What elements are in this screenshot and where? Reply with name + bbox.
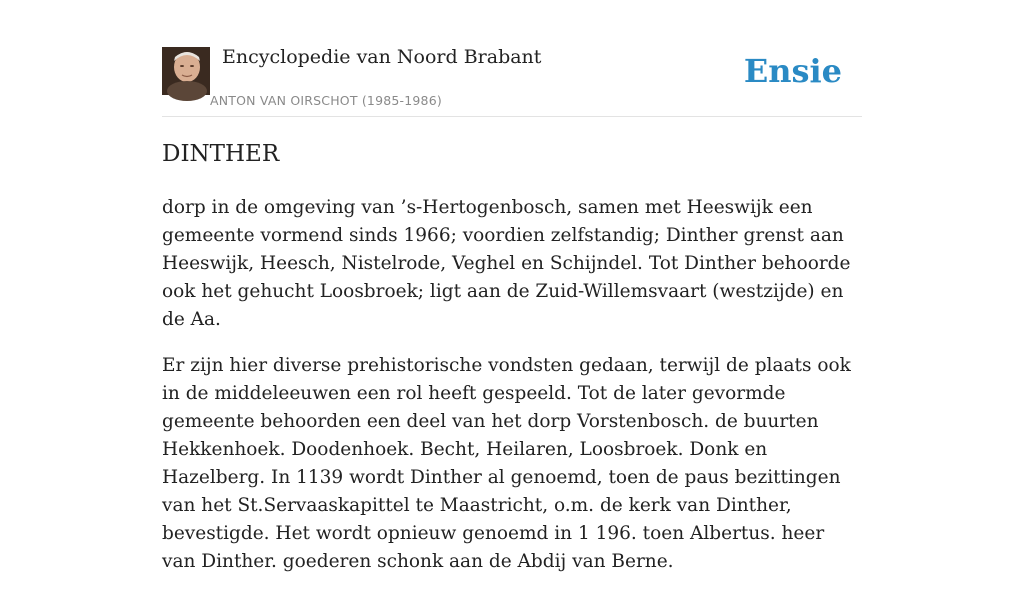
author-avatar[interactable] — [162, 47, 210, 95]
article — [162, 136, 862, 594]
article-paragraph: dorp in de omgeving van ’s-Hertogenbosch, samen met Heeswijk een gemeente vormend sinds 1966; voordien zelfstandig; Dinther grenst aan Heeswijk, Heesch, Nistelrode, Veghel en Schijndel. Tot Dinther behoorde ook het gehucht Loosbroek; ligt aan de Zuid-Willemsvaart (westzijde) en de Aa. — [162, 197, 851, 330]
article-paragraph: Er zijn hier diverse prehistorische vondsten gedaan, terwijl de plaats ook in de middeleeuwen een rol heeft gespeeld. Tot de later gevormde gemeente behoorden een deel van het dorp Vorstenbosch. de buurten Hekkenhoek. Doodenhoek. Becht, Heilaren, Loosbroek. Donk en Hazelberg. In 1139 wordt Dinther al genoemd, toen de paus bezittingen van het St.Servaaskapittel te Maastricht, o.m. de kerk van Dinther, bevestigde. Het wordt opnieuw genoemd in 1 196. toen Albertus. heer van Dinther. goederen schonk aan de Abdij van Berne. — [162, 355, 851, 572]
avatar-portrait-icon — [162, 47, 210, 95]
author-byline[interactable]: ANTON VAN OIRSCHOT (1985-1986) — [210, 93, 442, 108]
article-headword: DINTHER — [162, 141, 280, 167]
header — [162, 46, 862, 117]
book-title[interactable]: Encyclopedie van Noord Brabant — [222, 46, 542, 68]
brand-logo[interactable]: Ensie — [743, 52, 842, 90]
